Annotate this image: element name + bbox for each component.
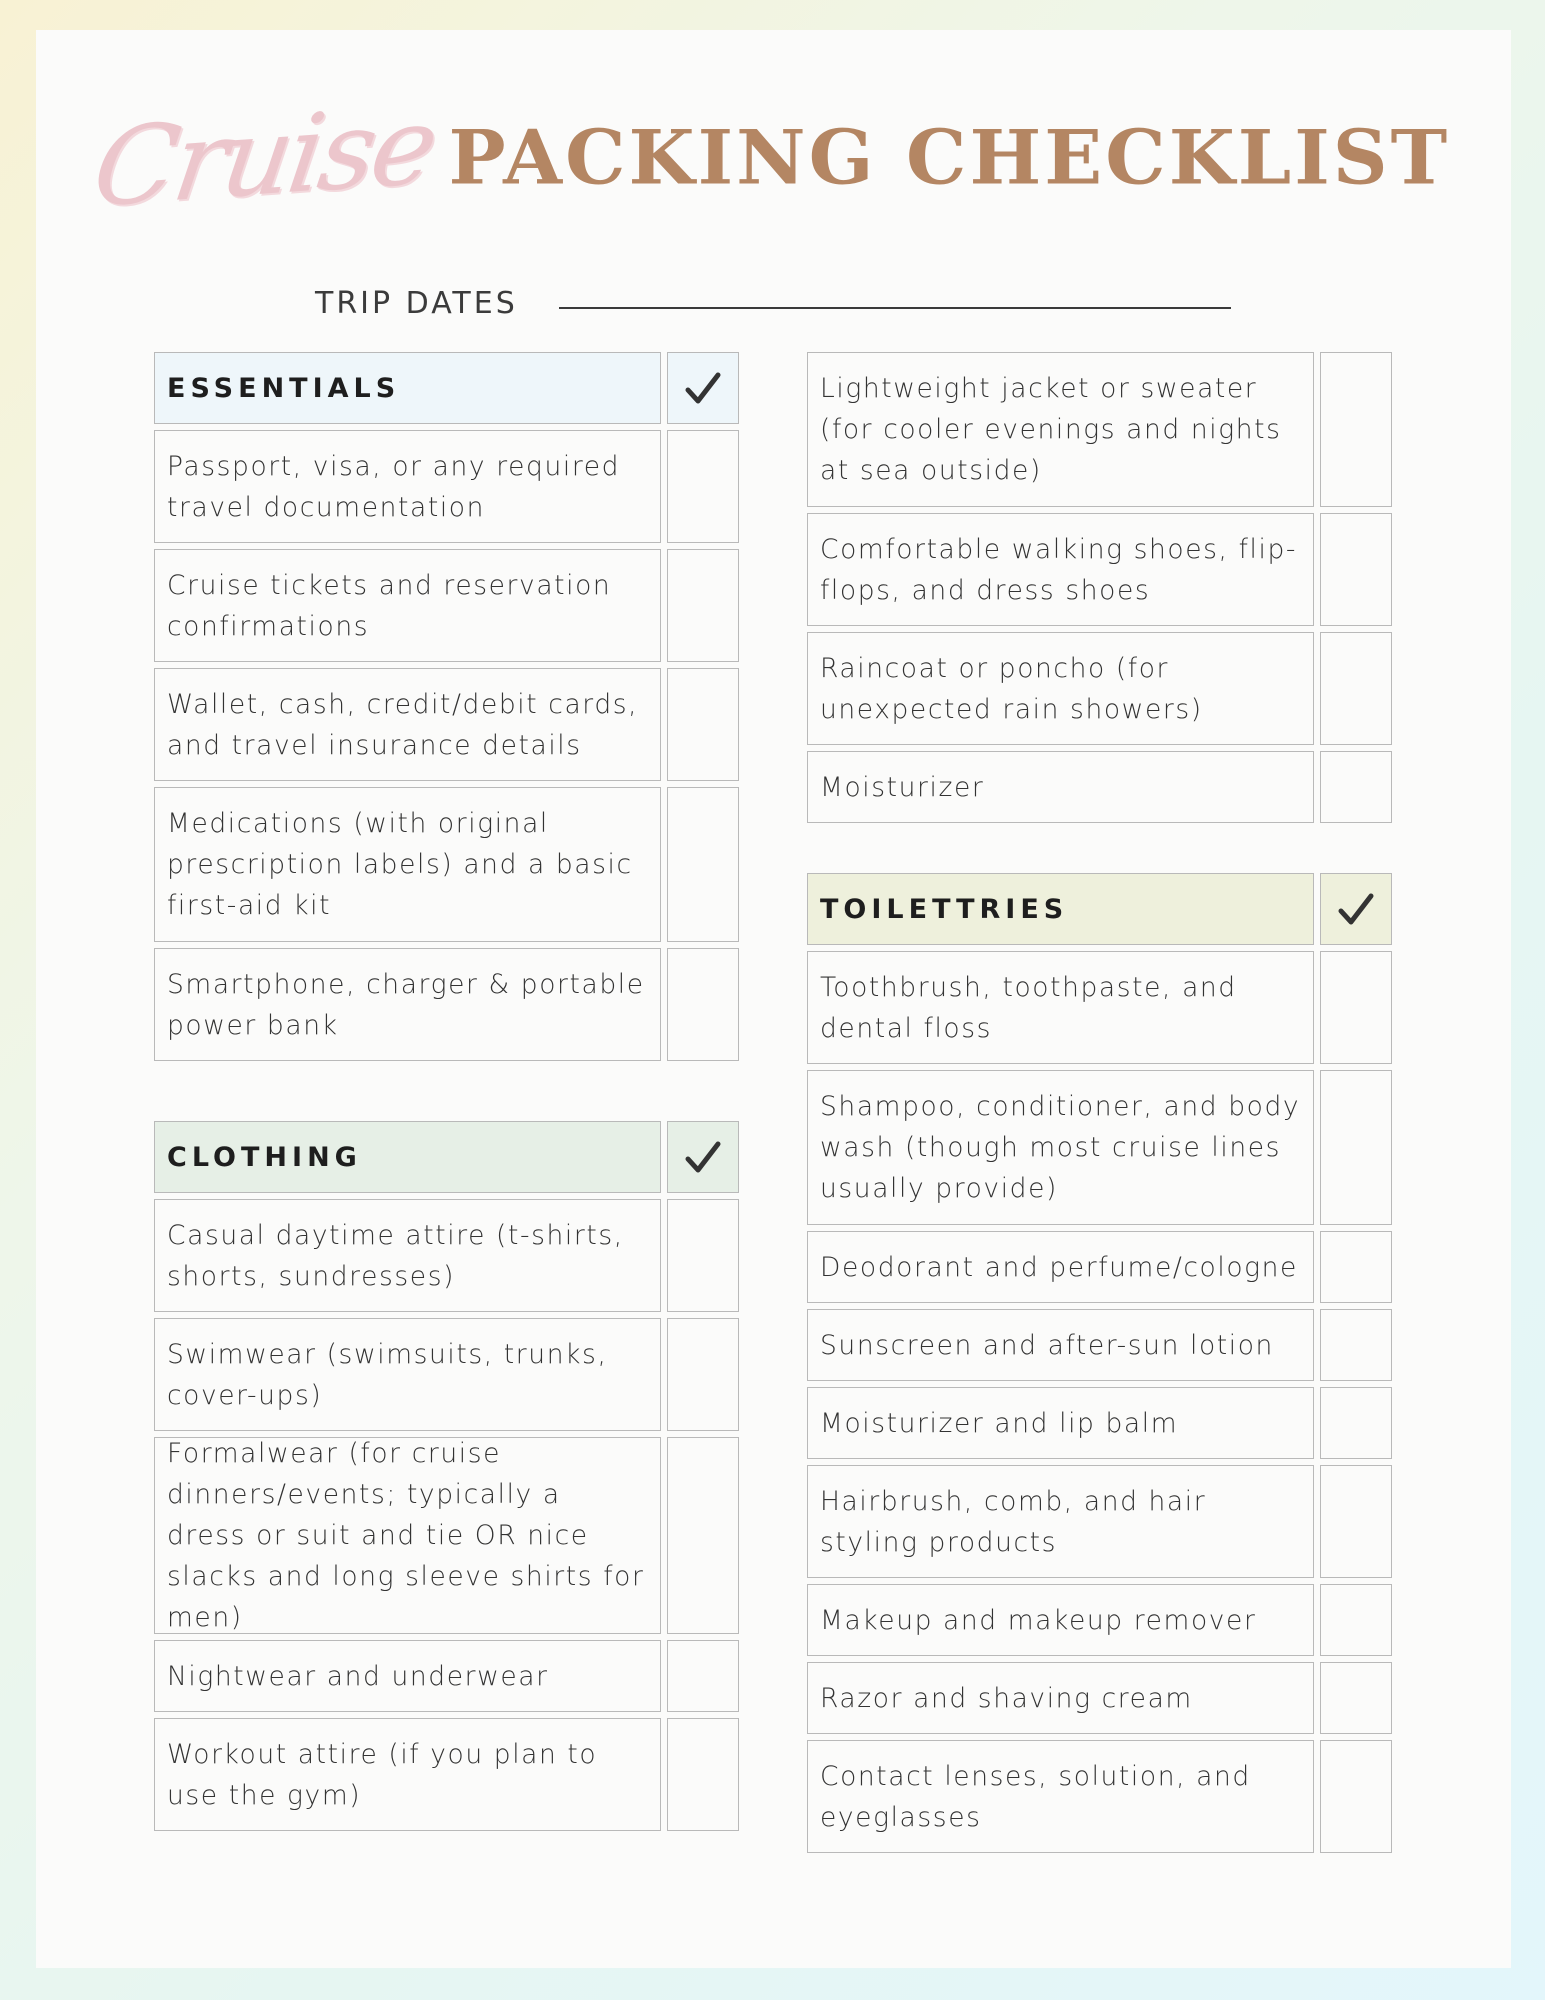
item-checkbox[interactable] [667,668,739,781]
item-checkbox[interactable] [1320,1387,1392,1459]
check-icon [684,370,722,406]
title-script-word: Cruise [85,83,442,231]
section-heading: CLOTHING [167,1141,362,1173]
item-label: Raincoat or poncho (for unexpected rain showers) [820,652,1203,725]
trip-dates-field[interactable] [315,261,1275,321]
title-main: PACKING CHECKLIST [448,113,1451,201]
item-checkbox[interactable] [1320,951,1392,1064]
header-checkbox[interactable] [667,1121,739,1193]
item-checkbox[interactable] [1320,1584,1392,1656]
trip-dates-line[interactable] [559,307,1231,309]
header-checkbox[interactable] [1320,873,1392,945]
item-checkbox[interactable] [1320,513,1392,626]
check-icon [684,1139,722,1175]
check-icon [1337,891,1375,927]
item-checkbox[interactable] [1320,751,1392,823]
item-label: Workout attire (if you plan to use the gym) [167,1738,598,1811]
item-checkbox[interactable] [667,1437,739,1634]
section-heading: TOILETTRIES [820,893,1069,925]
item-checkbox[interactable] [667,1718,739,1831]
item-label: Moisturizer [820,771,985,803]
item-label: Nightwear and underwear [167,1660,549,1692]
item-checkbox[interactable] [667,1640,739,1712]
item-label: Cruise tickets and reservation confirmations [167,569,612,642]
item-checkbox[interactable] [667,549,739,662]
item-label: Casual daytime attire (t-shirts, shorts, sundresses) [167,1219,624,1292]
item-checkbox[interactable] [667,948,739,1061]
trip-dates-label: TRIP DATES [315,286,518,321]
item-label: Makeup and makeup remover [820,1604,1257,1636]
item-checkbox[interactable] [1320,1740,1392,1853]
item-label: Deodorant and perfume/cologne [820,1251,1298,1283]
item-label: Shampoo, conditioner, and body wash (though most cruise lines usually provide) [820,1091,1301,1204]
item-label: Sunscreen and after-sun lotion [820,1329,1274,1361]
item-label: Swimwear (swimsuits, trunks, cover-ups) [167,1338,608,1411]
item-label: Medications (with original prescription labels) and a basic first-aid kit [167,808,633,921]
item-label: Contact lenses, solution, and eyeglasses [820,1760,1251,1833]
item-checkbox[interactable] [1320,1662,1392,1734]
item-checkbox[interactable] [1320,1309,1392,1381]
item-label: Smartphone, charger & portable power bank [167,968,645,1041]
item-checkbox[interactable] [667,787,739,942]
item-label: Toothbrush, toothpaste, and dental floss [820,971,1237,1044]
checklist-page [36,30,1511,1968]
item-checkbox[interactable] [1320,1465,1392,1578]
item-label: Razor and shaving cream [820,1682,1193,1714]
page-title [36,82,1511,232]
item-checkbox[interactable] [1320,352,1392,507]
item-label: Passport, visa, or any required travel documentation [167,450,621,523]
item-checkbox[interactable] [1320,632,1392,745]
item-checkbox[interactable] [1320,1070,1392,1225]
item-label: Comfortable walking shoes, flip-flops, and dress shoes [820,533,1298,606]
item-label: Hairbrush, comb, and hair styling products [820,1485,1207,1558]
item-checkbox[interactable] [667,1318,739,1431]
item-label: Wallet, cash, credit/debit cards, and travel insurance details [167,688,639,761]
item-label: Lightweight jacket or sweater (for cooler evenings and nights at sea outside) [820,373,1282,486]
header-checkbox[interactable] [667,352,739,424]
item-checkbox[interactable] [667,430,739,543]
section-heading: ESSENTIALS [167,372,401,404]
item-label: Moisturizer and lip balm [820,1407,1179,1439]
item-checkbox[interactable] [1320,1231,1392,1303]
item-checkbox[interactable] [667,1199,739,1312]
item-label: Formalwear (for cruise dinners/events; typically a dress or suit and tie OR nice slacks and long sleeve shirts for men) [167,1438,645,1633]
